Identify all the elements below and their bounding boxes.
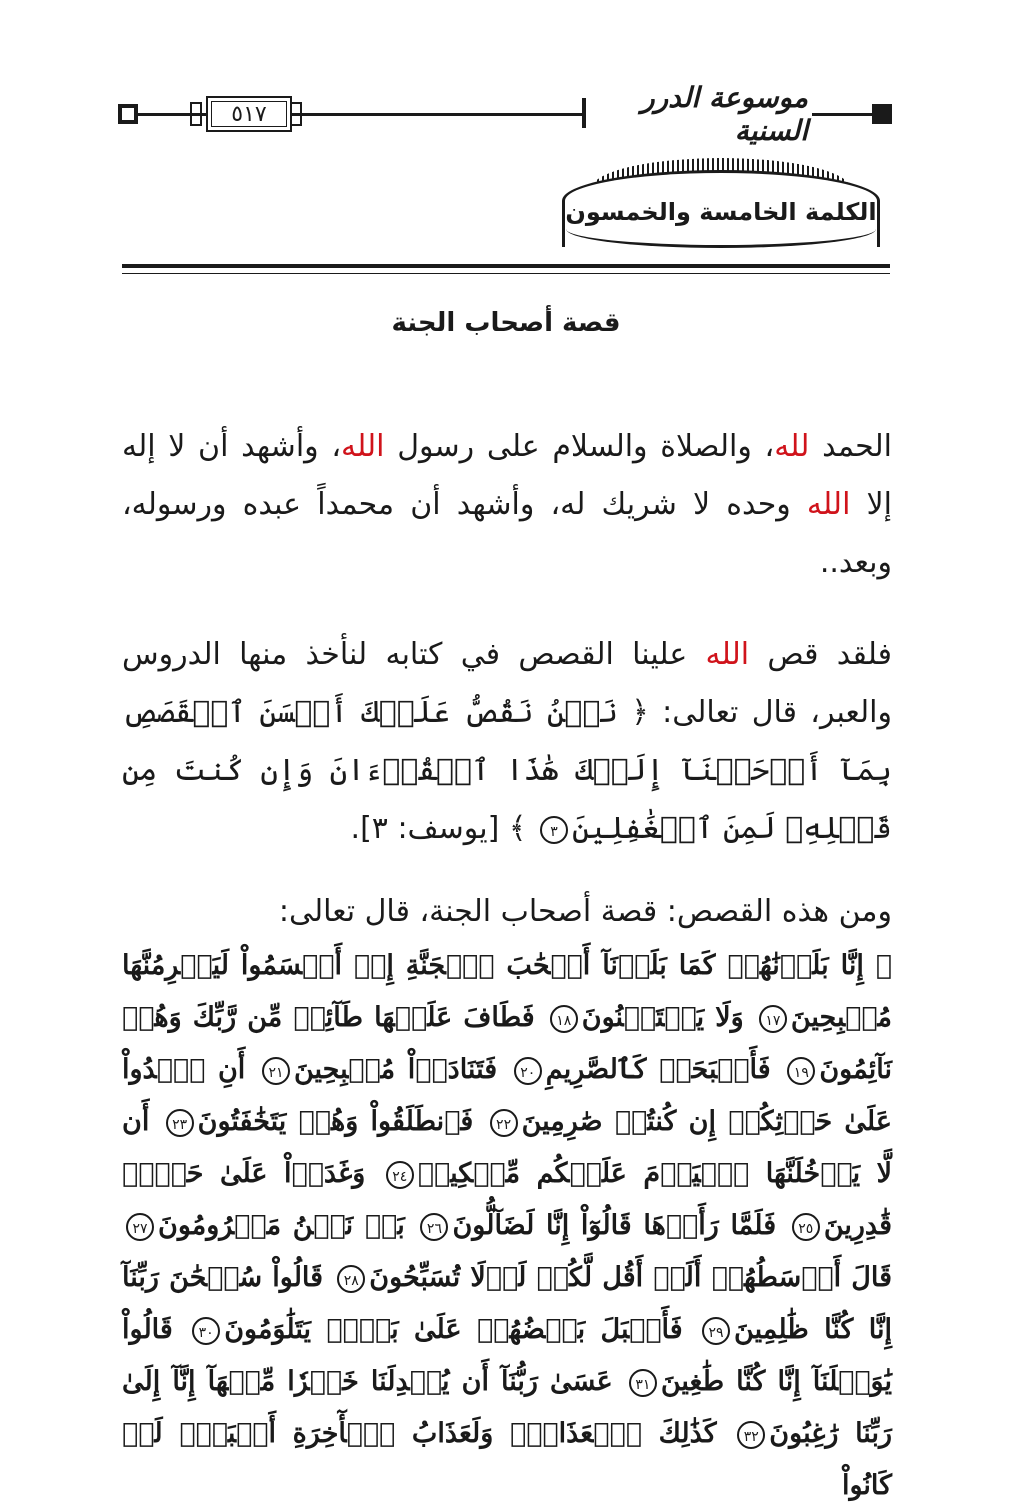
verse-text: أَن لَّا يَدۡخُلَنَّهَا ٱلۡيَوۡمَ عَلَيۡكُم مِّسۡكِينٞ [122, 1106, 892, 1189]
verse [258, 1054, 497, 1085]
verse [510, 1054, 771, 1085]
header-square-solid-icon [872, 104, 892, 124]
ayah-number-marker: ٢٠ [514, 1057, 542, 1085]
text-span: علينا القصص في كتابه لنأخذ منها الدروس والعبر، قال تعالى: [122, 637, 892, 730]
ayah-number-marker: ٣٠ [192, 1317, 220, 1345]
text-span: فلقد قص [749, 637, 892, 672]
verse-continued: كَذَٰلِكَ ٱلۡعَذَابُۖ وَلَعَذَابُ ٱلۡأٓخِرَةِ أَكۡبَرُۚ لَوۡ كَانُواْ [122, 1418, 892, 1501]
series-title: موسوعة الدرر السنية [641, 81, 808, 147]
paragraph-companions-garden [122, 884, 892, 1512]
verse [162, 1106, 474, 1137]
quran-verse: ﴿ نَحۡنُ نَقُصُّ عَلَيۡكَ أَحۡسَنَ ٱلۡقَصَصِ بِمَآ أَوۡحَيۡنَآ إِلَيۡكَ هَٰذَا ٱلۡقُرۡءَانَ وَإِن كُنتَ مِن قَبۡلِهِۦ لَمِنَ ٱلۡغَٰفِلِينَ [122, 695, 892, 846]
ayah-number-marker: ٢٧ [126, 1213, 154, 1241]
verse [188, 1314, 682, 1345]
ayah-number-marker: ٣٢ [737, 1421, 765, 1449]
ayah-number-marker: ٢٥ [792, 1213, 820, 1241]
verse [122, 1210, 405, 1241]
ayah-number-marker: ١٩ [787, 1057, 815, 1085]
verse-text: فَتَنَادَوۡاْ مُصۡبِحِينَ [293, 1054, 498, 1085]
verse [416, 1210, 776, 1241]
text-span: ، وأشهد أن لا إله إلا [122, 429, 893, 522]
verse-text: فَأَقۡبَلَ بَعۡضُهُمۡ عَلَىٰ بَعۡضٖ يَتَلَٰوَمُونَ [224, 1314, 683, 1345]
paragraph-companions-intro [122, 884, 892, 940]
page-number: ٥١٧ [231, 101, 267, 127]
header-square-hollow-icon [118, 104, 138, 124]
verse-text: وَلَا يَسۡتَثۡنُونَ [581, 1002, 744, 1033]
chapter-arch [562, 152, 880, 248]
verse-text: فَٱنطَلَقُواْ وَهُمۡ يَتَخَٰفَتُونَ [197, 1106, 474, 1137]
text-span: وحده لا شريك له، وأشهد أن محمداً عبده ورسوله، وبعد.. [122, 487, 892, 580]
series-title-tick [582, 98, 590, 128]
page-header [118, 81, 894, 147]
page-frame-knot-left-icon [190, 102, 202, 126]
verse-reference: [يوسف: ٣]. [350, 811, 509, 846]
ayah-number-marker: ٢١ [262, 1057, 290, 1085]
ayah-number-marker: ٢٦ [420, 1213, 448, 1241]
verse-text: فَطَافَ عَلَيۡهَا طَآئِفٞ مِّن رَّبِّكَ وَهُمۡ نَآئِمُونَ [122, 1002, 892, 1085]
verse-text: ﴿ إِنَّا بَلَوۡنَٰهُمۡ كَمَا بَلَوۡنَآ أَصۡحَٰبَ ٱلۡجَنَّةِ إِذۡ أَقۡسَمُواْ لَيَصۡرِمُنَّهَا مُصۡبِحِينَ [122, 950, 892, 1033]
ayah-number-marker: ٢٣ [166, 1109, 194, 1137]
ayah-number-marker: ١٧ [759, 1005, 787, 1033]
divine-name: الله [705, 637, 750, 672]
header-rule-middle [292, 113, 582, 116]
verse-text: بَلۡ نَحۡنُ مَحۡرُومُونَ [158, 1210, 405, 1241]
text-span: ومن هذه القصص: قصة أصحاب الجنة، قال تعالى: [278, 894, 892, 929]
chapter-title: الكلمة الخامسة والخمسون [565, 198, 877, 226]
divine-name: لله [774, 429, 810, 464]
verse-text: قَالُواْ يَٰوَيۡلَنَآ إِنَّا كُنَّا طَٰغِينَ [122, 1314, 892, 1397]
divine-name: الله [341, 429, 385, 464]
page-number-box [206, 96, 292, 132]
ayah-number-marker: ٢٢ [490, 1109, 518, 1137]
ayah-number-marker: ٢٨ [337, 1265, 365, 1293]
verse-text: فَأَصۡبَحَتۡ كَٱلصَّرِيمِ [545, 1054, 771, 1085]
paragraph-quran-stories-text [122, 626, 892, 858]
verse-text: قَالُواْ سُبۡحَٰنَ رَبِّنَآ إِنَّا كُنَّا ظَٰلِمِينَ [122, 1262, 892, 1345]
verse-text: عَسَىٰ رَبُّنَآ أَن يُبۡدِلَنَا خَيۡرٗا مِّنۡهَآ إِنَّآ إِلَىٰ رَبِّنَا رَٰغِبُونَ [122, 1366, 892, 1449]
quran-passage [122, 940, 892, 1512]
ayah-number-marker: ٢٩ [702, 1317, 730, 1345]
paragraph-intro-text [122, 418, 892, 592]
paragraph-intro [122, 418, 892, 592]
verse [546, 1002, 744, 1033]
divider-thin [122, 273, 890, 274]
section-heading: قصة أصحاب الجنة [391, 308, 621, 338]
verse [333, 1262, 892, 1293]
text-span: ، والصلاة والسلام على رسول [384, 429, 775, 464]
verse-text: أَنِ ٱغۡدُواْ عَلَىٰ حَرۡثِكُمۡ إِن كُنتُمۡ صَٰرِمِينَ [122, 1054, 892, 1137]
verse-text: وَغَدَوۡاْ عَلَىٰ حَرۡدٖ قَٰدِرِينَ [122, 1158, 892, 1241]
verse-text: قَالَ أَوۡسَطُهُمۡ أَلَمۡ أَقُل لَّكُمۡ لَوۡلَا تُسَبِّحُونَ [369, 1262, 893, 1293]
divider-thick [122, 264, 890, 268]
ayah-number-marker: ٣ [540, 816, 568, 844]
ayah-number-marker: ١٨ [550, 1005, 578, 1033]
ayah-number-marker: ٣١ [629, 1369, 657, 1397]
ayah-number-marker: ٢٤ [386, 1161, 414, 1189]
header-rule-right [812, 113, 872, 116]
paragraph-quran-stories [122, 626, 892, 858]
quran-bracket: ﴾ [508, 811, 536, 846]
verse-text: فَلَمَّا رَأَوۡهَا قَالُوٓاْ إِنَّا لَضَآلُّونَ [452, 1210, 777, 1241]
divine-name: الله [806, 487, 851, 522]
text-span: الحمد [809, 429, 892, 464]
